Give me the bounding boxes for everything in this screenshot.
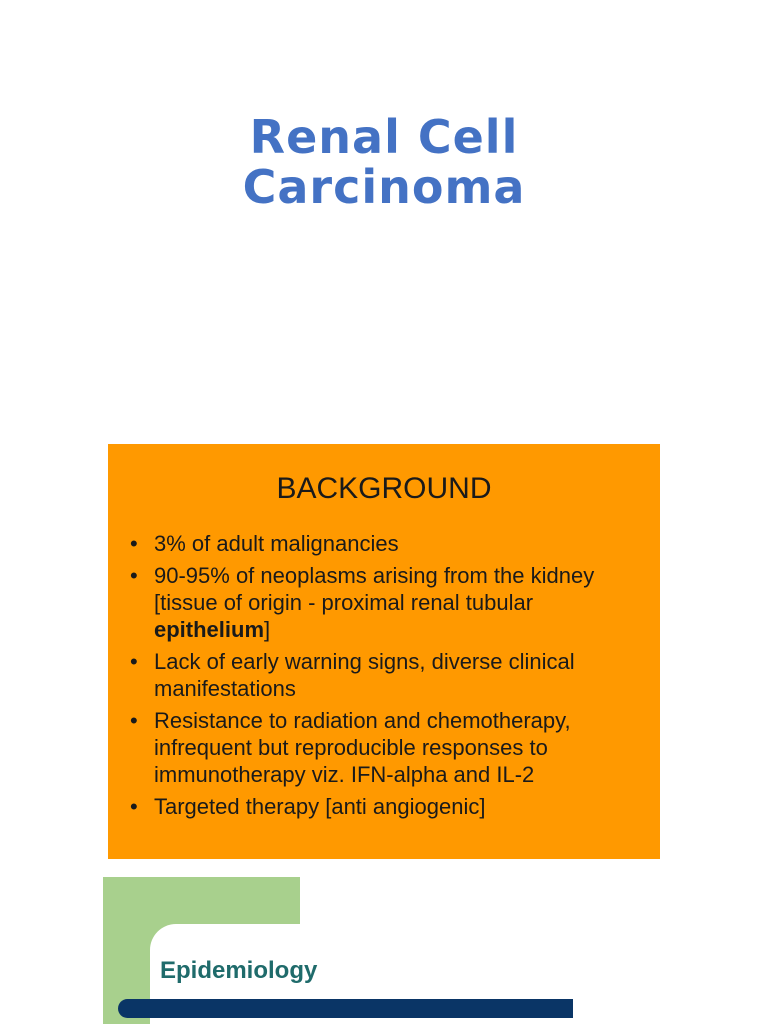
list-item [128, 530, 653, 557]
slide-heading: BACKGROUND [276, 472, 492, 505]
title-line-2: Carcinoma [242, 160, 526, 214]
background-slide [108, 444, 660, 859]
list-item [128, 648, 653, 702]
title-line-1: Renal Cell [249, 110, 519, 164]
bullet-bold-text: epithelium [154, 617, 265, 642]
bullet-icon: • [130, 531, 138, 556]
bullet-text: Lack of early warning signs, diverse clinical manifestations [154, 649, 575, 701]
bullet-icon: • [130, 563, 138, 588]
bullet-icon: • [130, 794, 138, 819]
bullet-text: Targeted therapy [anti angiogenic] [154, 794, 486, 819]
list-item [128, 707, 653, 788]
bullet-text: 90-95% of neoplasms arising from the kidney [tissue of origin - proximal renal tubular [154, 563, 595, 615]
bullet-text: 3% of adult malignancies [154, 531, 399, 556]
bullet-icon: • [130, 708, 138, 733]
bullet-text-tail: ] [264, 617, 271, 642]
list-item [128, 793, 653, 820]
document-title [0, 112, 768, 212]
slide-heading: Epidemiology [160, 957, 318, 984]
navy-divider-bar [118, 999, 573, 1018]
bullet-icon: • [130, 649, 138, 674]
bullet-list [128, 530, 653, 825]
epidemiology-slide [103, 877, 573, 1024]
bullet-text: Resistance to radiation and chemotherapy, infrequent but reproducible responses to immunotherapy viz. IFN-alpha and IL-2 [154, 708, 571, 787]
list-item [128, 562, 653, 643]
